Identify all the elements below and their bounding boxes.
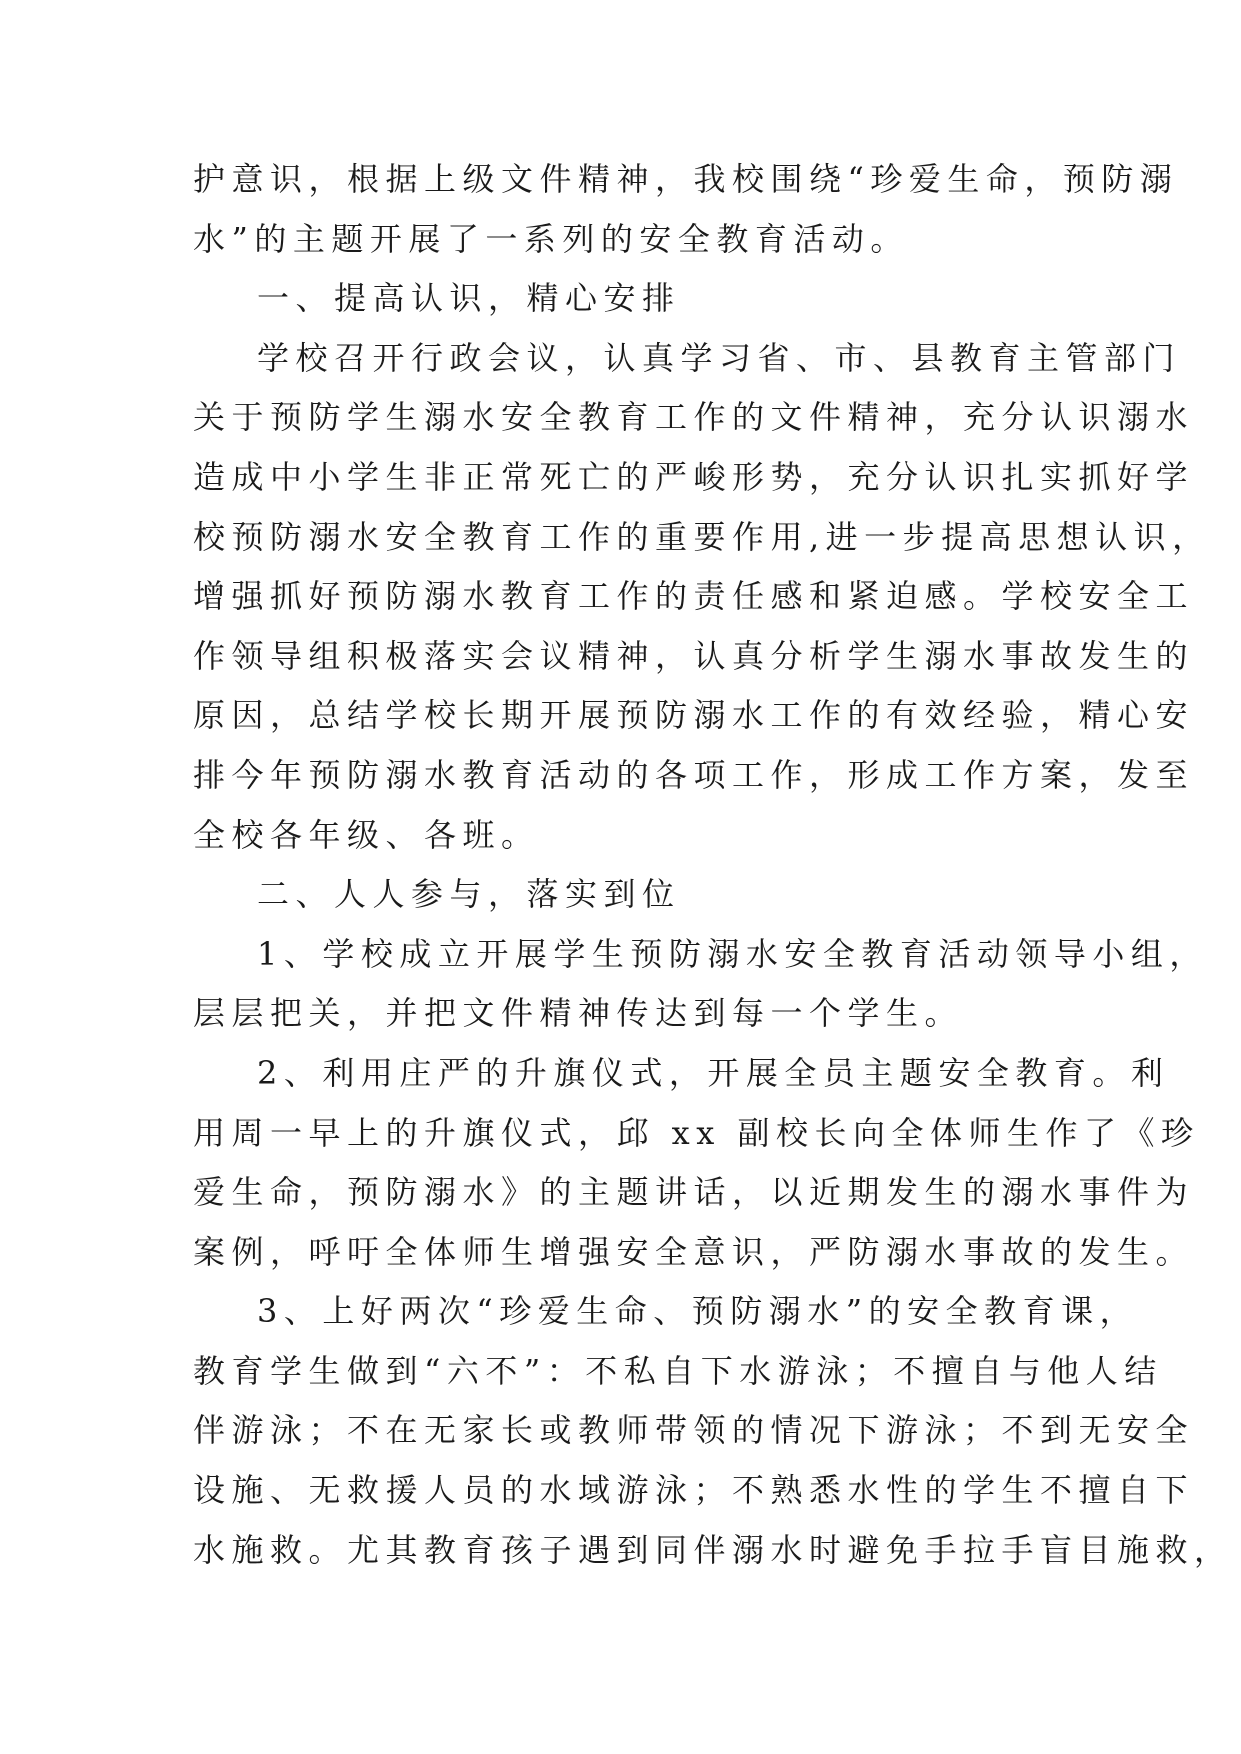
text-line: 水”的主题开展了一系列的安全教育活动。 — [193, 219, 909, 258]
paragraph-start-line: 3、上好两次“珍爱生命、预防溺水”的安全教育课， — [257, 1292, 1139, 1331]
text-line: 设施、无救援人员的水域游泳；不熟悉水性的学生不擅自下 — [193, 1471, 1195, 1510]
text-line: 护意识，根据上级文件精神，我校围绕“珍爱生命，预防溺 — [193, 160, 1179, 198]
text-line: 教育学生做到“六不”：不私自下水游泳；不擅自与他人结 — [193, 1351, 1163, 1390]
text-line: 增强抓好预防溺水教育工作的责任感和紧迫感。学校安全工 — [193, 577, 1195, 616]
text-line: 全校各年级、各班。 — [193, 815, 540, 854]
paragraph-start-line: 1、学校成立开展学生预防溺水安全教育活动领导小组， — [257, 934, 1208, 973]
paragraph-start-line: 2、利用庄严的升旗仪式，开展全员主题安全教育。利 — [257, 1053, 1170, 1092]
text-line: 原因，总结学校长期开展预防溺水工作的有效经验，精心安 — [193, 696, 1195, 735]
text-line: 造成中小学生非正常死亡的严峻形势，充分认识扎实抓好学 — [193, 457, 1195, 496]
text-line: 作领导组积极落实会议精神，认真分析学生溺水事故发生的 — [193, 636, 1195, 675]
text-line: 用周一早上的升旗仪式，邱 xx 副校长向全体师生作了《珍 — [193, 1113, 1200, 1152]
text-line: 关于预防学生溺水安全教育工作的文件精神，充分认识溺水 — [193, 398, 1195, 437]
text-line: 水施救。尤其教育孩子遇到同伴溺水时避免手拉手盲目施救， — [193, 1530, 1233, 1569]
text-line: 爱生命，预防溺水》的主题讲话，以近期发生的溺水事件为 — [193, 1173, 1195, 1212]
paragraph-start-line: 一、提高认识，精心安排 — [257, 279, 681, 318]
paragraph-start-line: 学校召开行政会议，认真学习省、市、县教育主管部门 — [257, 338, 1182, 377]
text-line: 排今年预防溺水教育活动的各项工作，形成工作方案，发至 — [193, 755, 1195, 794]
paragraph-start-line: 二、人人参与，落实到位 — [257, 875, 681, 914]
text-line: 层层把关，并把文件精神传达到每一个学生。 — [193, 994, 964, 1033]
document-body — [193, 150, 1233, 1580]
text-line: 校预防溺水安全教育工作的重要作用,进一步提高思想认识， — [193, 517, 1211, 556]
text-line: 伴游泳；不在无家长或教师带领的情况下游泳；不到无安全 — [193, 1411, 1195, 1450]
text-line: 案例，呼吁全体师生增强安全意识，严防溺水事故的发生。 — [193, 1232, 1195, 1271]
